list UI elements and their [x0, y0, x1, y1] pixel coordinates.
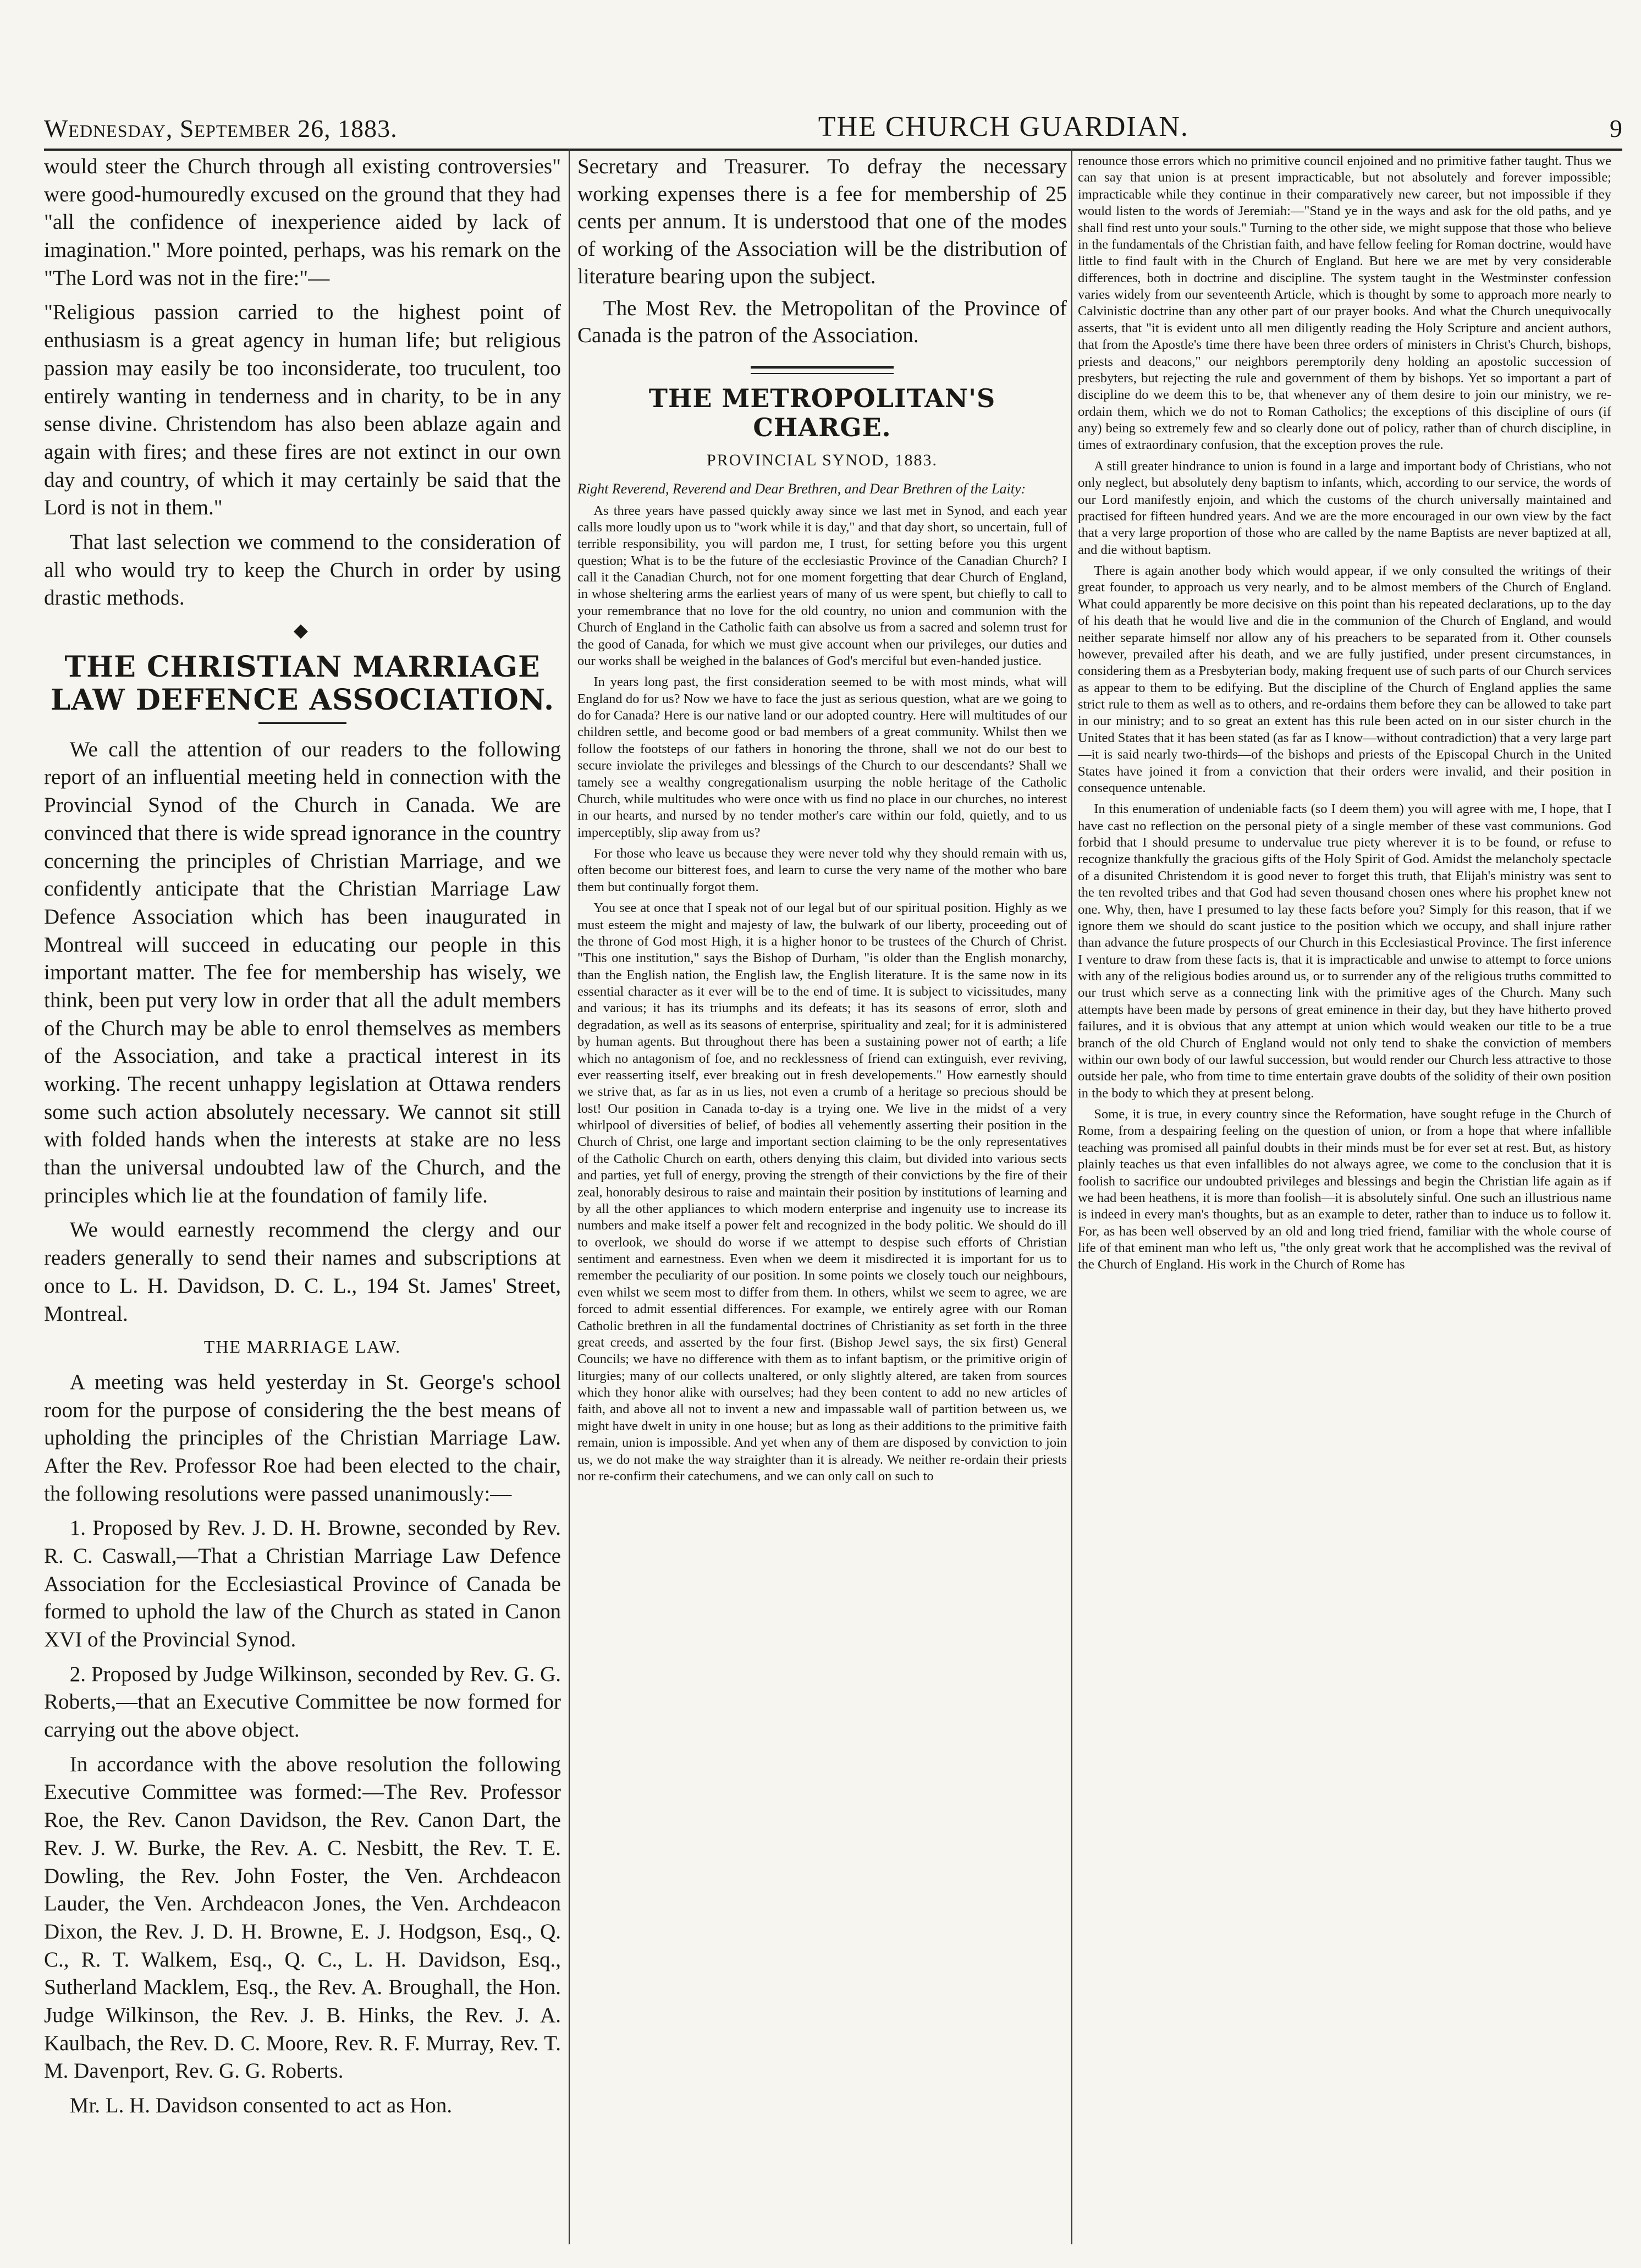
salutation: Right Reverend, Reverend and Dear Brethren, and Dear Brethren of the Laity: [577, 481, 1026, 497]
paragraph: We call the attention of our readers to the following report of an influential meeting held in connection with the Provincial Synod of the Church in Canada. We are convinced that there is wide spread ignorance in the country concerning the principles of Christian Marriage, and we confidently anticipate that the Christian Marriage Law Defence Association which has been inaugurated in Montreal will succeed in educating our people in this important matter. The fee for membership has wisely, we think, been put very low in order that all the adult members of the Church may be able to enrol themselves as members of the Association, and take a practical interest in its working. The recent unhappy legislation at Ottawa renders some such action absolutely necessary. We cannot sit still with folded hands when the interests at stake are no less than the universal undoubted law of the Church, and the principles which lie at the foundation of family life. [44, 737, 561, 1207]
resolution: 1. Proposed by Rev. J. D. H. Browne, seconded by Rev. R. C. Caswall,—That a Christian Marriage Law Defence Association for the Ecclesiastical Province of Canada be formed to uphold the law of the Church as stated in Canon XVI of the Provincial Synod. [44, 1516, 561, 1651]
article-heading: THE CHRISTIAN MARRIAGE LAW DEFENCE ASSOCIATION. [50, 650, 555, 717]
paragraph: would steer the Church through all existing controversies" were good-humouredly excused on the ground that they had "all the confidence of inexperience aided by lack of imagination." More pointed, perhaps, was his remark on the "The Lord was not in the fire:"— [44, 155, 561, 290]
column-3 [1078, 153, 1611, 2243]
paragraph: For those who leave us because they were never told why they should remain with us, often become our bitterest foes, and learn to curse the very name of the mother who bare them but continually forgot them. [577, 846, 1067, 894]
column-rule [569, 149, 570, 2244]
ornament: ◆ [293, 620, 312, 641]
column-1 [44, 153, 561, 2243]
paragraph: We would earnestly recommend the clergy and our readers generally to send their names and subscriptions at once to L. H. Davidson, D. C. L., 194 St. James' Street, Montreal. [44, 1218, 561, 1326]
paragraph: You see at once that I speak not of our legal but of our spiritual position. Highly as we must esteem the might and majesty of law, the bulwark of our liberty, proceeding out of the throne of God most High, it is a higher honor to be trustees of the Church of Christ. "This one institution," says the Bishop of Durham, "is older than the English monarchy, than the English nation, the English law, the English literature. It is the same now in its essential character as it ever will be to the end of time. It is subject to vicissitudes, many and various; it has its triumphs and its defeats; it has its seasons of error, sloth and degradation, as well as its seasons of enterprise, spirituality and zeal; for it is administered by human agents. But throughout there has been a sustaining power not of earth; a life which no antagonism of foe, and no recklessness of friend can extinguish, ever reviving, ever reasserting itself, ever breaking out in fresh developements." How earnestly should we strive that, as far as in us lies, not even a crumb of a heritage so precious should be lost! Our position in Canada to-day is a trying one. We live in the midst of a very whirlpool of diversities of belief, of bodies all vehemently asserting their position in the Church of Christ, one large and important section claiming to be the only representatives of the Catholic Church on earth, others denying this claim, but divided into various sects and parties, yet full of energy, proving the strength of their convictions by the fire of their zeal, honorably desirous to raise and maintain their position by institutions of learning and by all the other appliances to which modern enterprise and ingenuity use to increase its numbers and make itself a power felt and recognized in the body politic. We should do ill to overlook, we should do worse if we attempt to despise such efforts of Christian sentiment and earnestness. Even when we deem it misdirected it is important for us to remember the peculiarity of our position. In some points we closely touch our neighbours, even whilst we seem most to differ from them. In others, whilst we seem to agree, we are forced to admit essential differences. For example, we entirely agree with our Roman Catholic brethren in all the fundamental doctrines of Christianity as set forth in the three great creeds, and asserted by the four first. (Bishop Jewel says, the six first) General Councils; we have no difference with them as to infant baptism, or the primitive origin of liturgies; many of our collects unaltered, or only slightly altered, are taken from sources which they honor alike with ourselves; had they been content to add no new articles of faith, and above all not to invent a new and impassable wall of partition between us, we might have dwelt in unity in one house; but as long as their additions to the primitive faith remain, union is impossible. And yet when any of them are disposed by conviction to join us, we do not make the way straighter than it is already. We neither re-ordain their priests nor re-confirm their catechumens, and we can only call on such to [577, 900, 1067, 1484]
paragraph: That last selection we commend to the consideration of all who would try to keep the Church in order by using drastic methods. [44, 530, 561, 610]
divider [258, 722, 346, 724]
header-date: Wednesday, September 26, 1883. [44, 114, 398, 142]
paragraph: renounce those errors which no primitive council enjoined and no primitive father taught. Thus we can say that union is at present impracticable, but not absolutely and forever impossible; impracticable while they continue in their comparatively new career, but not impossible if they would listen to the words of Jeremiah:—"Stand ye in the ways and ask for the old paths, and ye shall find rest unto your souls." Turning to the other side, we might suppose that those who believe in the fundamentals of the Christian faith, and have fellow feeling for Roman doctrine, would have little to find fault with in the Church of England. But here we are met by very considerable differences, both in doctrine and discipline. The system taught in the Westminster confession varies widely from our seventeenth Article, which is thought by some to approach more nearly to Calvinistic doctrine than any other part of our prayer books. And what the Church unequivocally asserts, that "it is evident unto all men diligently reading the Holy Scripture and ancient authors, that from the Apostle's time there have been three orders of ministers in Christ's Church, bishops, priests and deacons," our neighbors peremptorily deny holding an apostolic succession of presbyters, but rejecting the rule and government of them by bishops. Yet so important a part of discipline do we deem this to be, that whenever any of them desire to join our ministry, we re-ordain them, which we do not to Roman Catholics; the exceptions of this discipline of ours (if any) being so extremely few and so clearly done out of policy, rather than of church discipline, in times of extraordinary confusion, that the exception proves the rule. [1078, 153, 1611, 453]
subheading: THE MARRIAGE LAW. [203, 1337, 401, 1357]
column-rule [1071, 149, 1072, 2244]
paragraph: Some, it is true, in every country since the Reformation, have sought refuge in the Church of Rome, from a despairing feeling on the question of union, or from a hope that where infallible teaching was promised all painful doubts in their minds must be for ever set at rest. But, as history plainly teaches us that even infallibles do not always agree, we come to the conclusion that it is foolish to sacrifice our undoubted privileges and blessings and begin the Christian life again as if we had been heathens, it is more than foolish—it is absolutely sinful. One such an illustrious name is indeed in every man's thoughts, but as an example to deter, rather than to induce us to follow it. For, as has been well observed by an old and long tried friend, familiar with the whole course of life of that eminent man who left us, "the only great work that he accomplished was the revival of the Church of England. His work in the Church of Rome has [1078, 1107, 1611, 1272]
paragraph: In years long past, the first consideration seemed to be with most minds, what will England do for us? Now we have to face the just as serious question, what are we going to do for Canada? Here is our native land or our adopted country. Here will multitudes of our children settle, and become good or bad members of a great community. Whilst then we follow the footsteps of our fathers in honoring the throne, shall we not do our best to secure inviolate the privileges and blessings of the Church to our descendants? Shall we tamely see a wealthy congregationalism usurping the noble heritage of the Catholic Church, while multitudes who were once with us find no place in our churches, no interest in our hearts, and nursed by no tender mother's care within our fold, quietly, and to us imperceptibly, slip away from us? [577, 674, 1067, 840]
newspaper-title: THE CHURCH GUARDIAN. [818, 111, 1189, 142]
paragraph: A meeting was held yesterday in St. George's school room for the purpose of considering the the best means of upholding the principles of the Christian Marriage Law. After the Rev. Professor Roe had been elected to the chair, the following resolutions were passed unanimously:— [44, 1370, 561, 1506]
paragraph: There is again another body which would appear, if we only consulted the writings of their great founder, to approach us very nearly, and to be almost members of the Church of England. What could apparently be more decisive on this point than his repeated declarations, up to the day of his death that he would live and die in the communion of the Church of England, and would neither separate himself nor allow any of his preachers to be separated from it. Other counsels however, prevailed after his death, and we are fully justified, under present circumstances, in considering them as a Presbyterian body, making frequent use of such parts of our Church services as appear to them to be edifying. But the discipline of the Church of England applies the same strict rule to them as well as to others, and re-ordains them before they can be allowed to take part in our ministry; and to so great an extent has this rule been acted on in our sister church in the United States that it has been stated (as far as I know—without contradiction) that a very large part—it is said nearly two-thirds—of the bishops and priests of the Episcopal Church in the United States have joined it from a conviction that their orders were invalid, and their position in consequence untenable. [1078, 563, 1611, 795]
paragraph: In accordance with the above resolution the following Executive Committee was formed:—The Rev. Professor Roe, the Rev. Canon Davidson, the Rev. Canon Dart, the Rev. J. W. Burke, the Rev. A. C. Nesbitt, the Rev. T. E. Dowling, the Rev. John Foster, the Ven. Archdeacon Lauder, the Ven. Archdeacon Jones, the Ven. Archdeacon Dixon, the Rev. J. D. H. Browne, E. J. Hodgson, Esq., Q. C., R. T. Walkem, Esq., Q. C., L. H. Davidson, Esq., Sutherland Macklem, Esq., the Rev. A. Broughall, the Hon. Judge Wilkinson, the Rev. J. B. Hinks, the Rev. J. A. Kaulbach, the Rev. D. C. Moore, Rev. R. F. Murray, Rev. T. M. Davenport, Rev. G. G. Roberts. [44, 1752, 561, 2083]
article-heading: THE METROPOLITAN'S CHARGE. [648, 383, 996, 443]
running-header [44, 99, 1622, 151]
resolution: 2. Proposed by Judge Wilkinson, seconded by Rev. G. G. Roberts,—that an Executive Committee be now formed for carrying out the above object. [44, 1662, 561, 1742]
paragraph: As three years have passed quickly away since we last met in Synod, and each year calls more loudly upon us to "work while it is day," and that day short, so uncertain, full of terrible responsibility, you will pardon me, I trust, for setting before you this urgent question; What is to be the future of the ecclesiastic Province of the Canadian Church? I call it the Canadian Church, not for one moment forgetting that dear Church of England, in whose sheltering arms the earliest years of many of us were spent, but chiefly to call to your remembrance that no love for the old country, no union and communion with the Church of England in the Catholic faith can absolve us from a sacred and solemn trust for the good of Canada, for which we must give account when our privileges, our duties and our works shall be weighed in the balances of God's merciful but even-handed justice. [577, 503, 1067, 668]
quotation: "Religious passion carried to the highest point of enthusiasm is a great agency in human life; but religious passion may easily be too inconsiderate, too truculent, too entirely wanting in tenderness and in charity, to be in any sense divine. Christendom has also been ablaze again and again with fires; and these fires are not extinct in our own day and country, of which it may certainly be said that the Lord is not in them." [44, 300, 561, 520]
paragraph: In this enumeration of undeniable facts (so I deem them) you will agree with me, I hope, that I have cast no reflection on the personal piety of a single member of these vast communions. God forbid that I should presume to undervalue true piety wherever it is to be found, or refuse to recognize thankfully the gracious gifts of the Holy Spirit of God. Amidst the melancholy spectacle of a disunited Christendom it is good never to forget this truth, that Elijah's ministry was sent to the ten revolted tribes and that God had seven thousand chosen ones where his prophet knew not one. Why, then, have I presumed to lay these facts before you? Simply for this reason, that if we ignore them we should do scant justice to the position which we occupy, and shall injure rather than advance the future prospects of our Church in this Ecclesiastical Province. The first inference I venture to draw from these facts is, that it is impracticable and unwise to attempt to force unions with any of the religious bodies around us, or to surrender any of the religious truths committed to our trust which serve as a connecting link with the primitive ages of the Church. Many such attempts have been made by persons of great eminence in their day, but they have hitherto proved failures, and it is obvious that any attempt at union which would weaken our title to be a true branch of the old Church of England would not only tend to shake the conviction of members within our own body of our lawful succession, but would render our Church less attractive to those outside her pale, who from time to time entertain grave doubts of the solidity of their own position in the body to which they at present belong. [1078, 801, 1611, 1101]
page-number: 9 [1609, 114, 1622, 142]
subheading: PROVINCIAL SYNOD, 1883. [707, 451, 938, 470]
paragraph: Secretary and Treasurer. To defray the necessary working expenses there is a fee for membership of 25 cents per annum. It is understood that one of the modes of working of the Association will be the distribution of literature bearing upon the subject. [577, 155, 1067, 288]
paragraph: Mr. L. H. Davidson consented to act as Hon. [69, 2094, 453, 2117]
paragraph: A still greater hindrance to union is found in a large and important body of Christians, who not only neglect, but absolutely deny baptism to infants, which, according to our service, the words of our Lord manifestly enjoin, and which the customs of the church universally maintained and practised for fifteen hundred years. And we are the more encouraged in our own view by the fact that a very large proportion of those who are called by the name Baptists are never baptized at all, and die without baptism. [1078, 458, 1611, 557]
divider [751, 366, 894, 374]
column-2 [577, 153, 1067, 2243]
paragraph: The Most Rev. the Metropolitan of the Province of Canada is the patron of the Association. [577, 296, 1067, 348]
